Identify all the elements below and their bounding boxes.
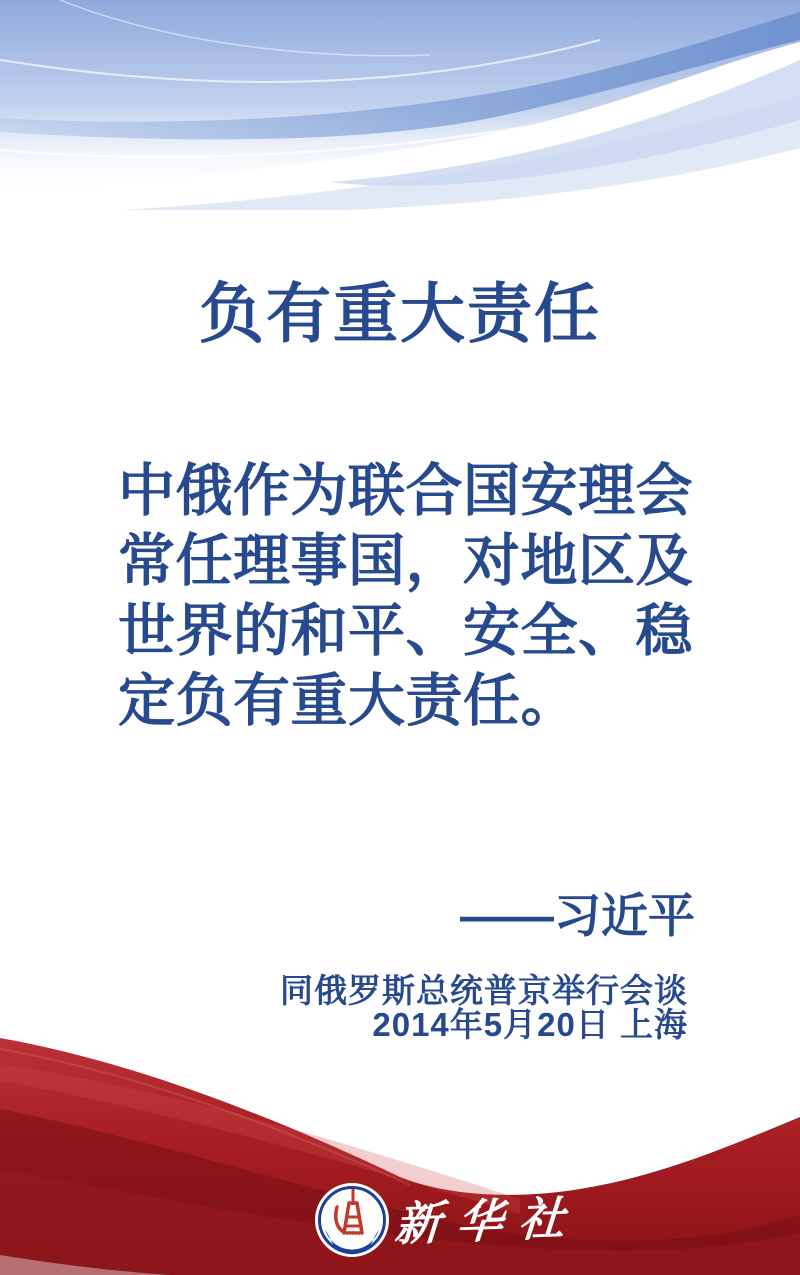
quote-line: 定负有重大责任。 — [118, 669, 578, 733]
event-line: 同俄罗斯总统普京举行会谈 — [280, 972, 688, 1009]
xinhua-latin-label: XINHUA — [335, 1233, 369, 1241]
date-place-line: 2014年5月20日 上海 — [372, 1006, 688, 1043]
quote-line: 世界的和平、安全、稳 — [118, 599, 693, 663]
quote-line: 中俄作为联合国安理会 — [118, 459, 693, 523]
quote-attribution: ——习近平 — [460, 889, 695, 942]
quote-text — [118, 456, 718, 736]
xinhua-emblem-icon — [313, 1181, 391, 1259]
xinhua-logo — [313, 1181, 603, 1271]
top-blue-wave-decoration — [0, 0, 800, 210]
xinhua-calligraphy-label: 新华社 — [393, 1191, 583, 1251]
quote-line: 常任理事国，对地区及 — [118, 529, 693, 593]
poster-title: 负有重大责任 — [198, 277, 601, 350]
